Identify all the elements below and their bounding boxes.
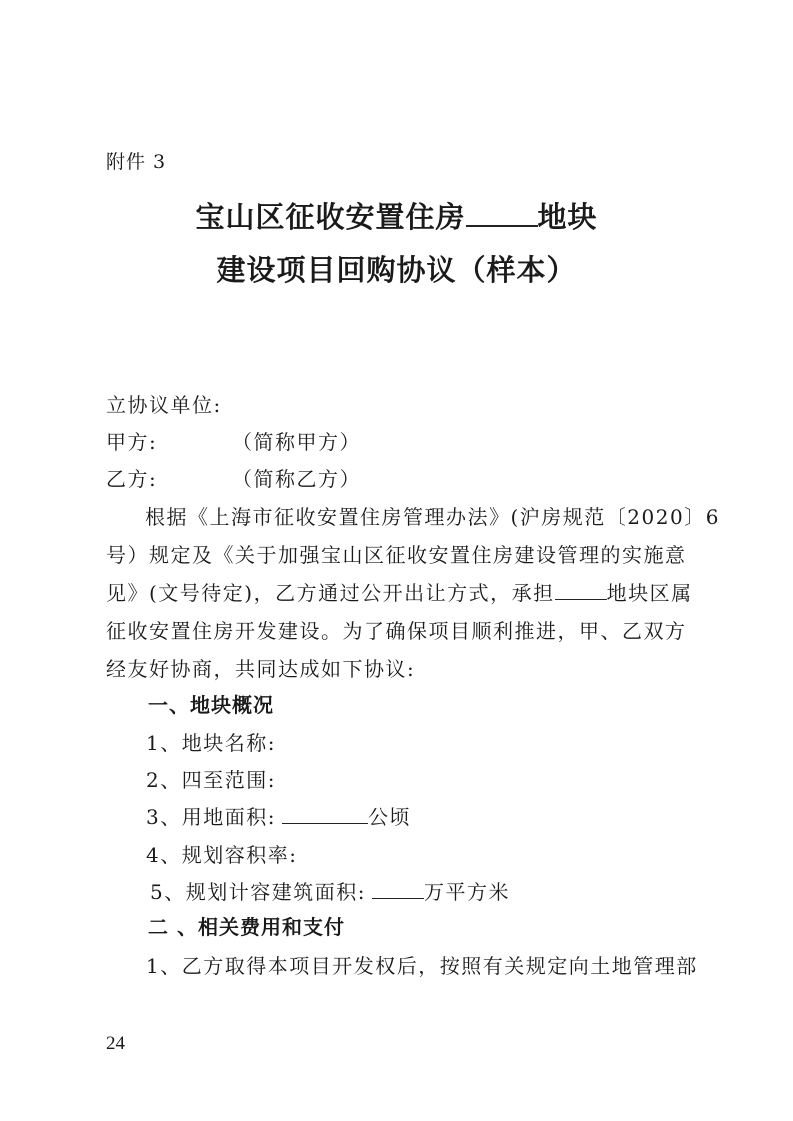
intro-line-3-prefix: 见》(文号待定)，乙方通过公开出让方式，承担: [106, 581, 555, 605]
intro-line-4: 征收安置住房开发建设。为了确保项目顺利推进，甲、乙双方: [106, 619, 687, 643]
item-land-area: [146, 801, 411, 830]
block-name-blank: [555, 579, 607, 600]
title-blank: [466, 197, 538, 227]
document-title-line1: [0, 195, 793, 236]
gfa-blank: [372, 878, 424, 899]
land-area-label: 3、用地面积:: [146, 805, 276, 829]
page-number: 24: [106, 1033, 125, 1054]
land-area-unit: 公顷: [367, 805, 411, 829]
document-title-line2: 建设项目回购协议（样本）: [216, 253, 577, 287]
intro-line-1: 根据《上海市征收安置住房管理办法》(沪房规范〔2020〕6: [145, 505, 720, 529]
section1-heading: 一、地块概况: [148, 693, 274, 717]
land-area-blank: [282, 803, 368, 824]
item-boundary: 2、四至范围:: [146, 768, 276, 792]
attachment-label: 附件 3: [106, 151, 167, 173]
intro-line-3-suffix: 地块区属: [606, 581, 693, 605]
intro-line-2: 号）规定及《关于加强宝山区征收安置住房建设管理的实施意: [106, 543, 687, 567]
party-b-label: 乙方:: [106, 467, 158, 491]
party-b-short: （简称乙方）: [232, 467, 361, 491]
gfa-unit: 万平方米: [423, 880, 510, 904]
intro-line-5: 经友好协商，共同达成如下协议:: [106, 657, 416, 681]
title-suffix: 地块: [537, 200, 598, 234]
item-block-name: 1、地块名称:: [146, 731, 276, 755]
gfa-label: 5、规划计容建筑面积:: [150, 880, 366, 904]
section2-heading: 二 、相关费用和支付: [148, 915, 345, 939]
party-a-short: （简称甲方）: [232, 430, 361, 454]
item-far: 4、规划容积率:: [146, 843, 298, 867]
title-prefix: 宝山区征收安置住房: [195, 200, 466, 234]
item-gfa: [150, 876, 510, 905]
intro-line-3: [106, 577, 693, 606]
parties-label: 立协议单位:: [106, 393, 222, 417]
party-a-label: 甲方:: [106, 430, 158, 454]
section2-item-1: 1、乙方取得本项目开发权后，按照有关规定向土地管理部: [146, 954, 698, 978]
